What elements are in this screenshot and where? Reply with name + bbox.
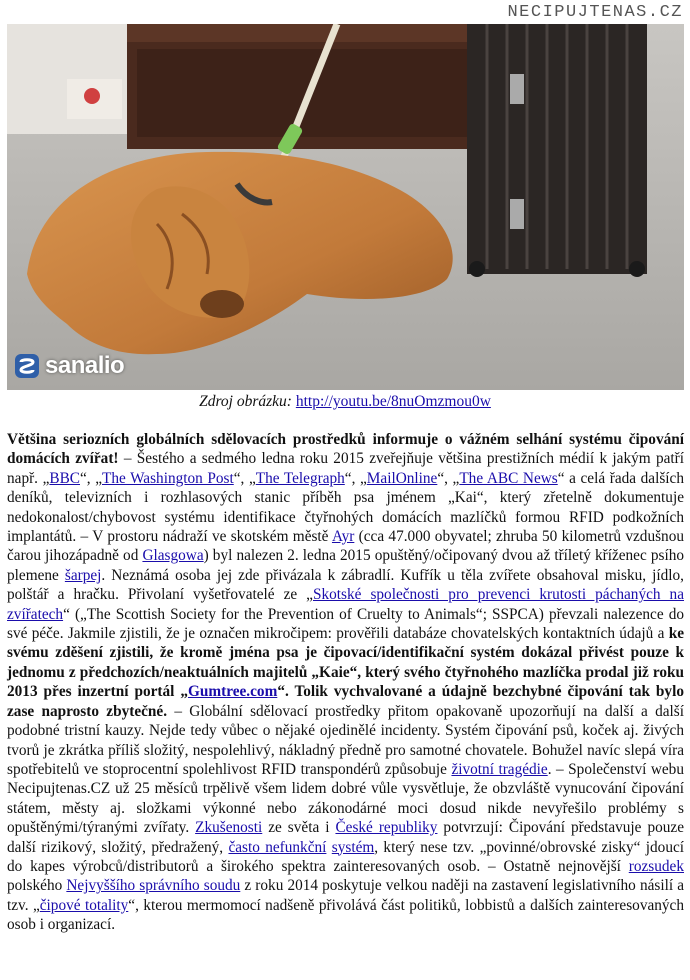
article-text: ) byl nalezen 2. ledna 2015 opuštěný/očipovaný dvou až tříletý kříženec psího plemene: [7, 547, 684, 584]
link-gumtree[interactable]: Gumtree.com: [187, 683, 278, 701]
article-text: “ („The Scottish Society for the Prevention of Cruelty to Animals“; SSPCA) převzali nalezence do své péče. Jakmile zjistili, že je označen mikročipem: prověřili databáze chovatelských kontaktních údajů a: [7, 605, 684, 643]
article-text: – Globální sdělovací prostředky přitom opakovaně upozorňují na další a další podobné tristní kauzy. Nejde tedy vůbec o nějaké ojedinělé incidenty. Systém čipování psů, koček aj. živých tvorů je zkrátka příliš složitý, nespolehlivý, nákladný předně pro samotné chovatele. Bohužel navíc slepá víra spotřebitelů ve stoprocentní spolehlivost RFID transpondérů způsobuje: [7, 702, 684, 778]
article-text: “ a celá řada dalších deníků, televizních i rozhlasových stanic příběh psa jménem „Kai“, který zřetelně dokumentuje nedokonalost/chybovost systému identifikace čtyřnohých domácích mazlíčků formou RFID podkožních implantátů. – V prostoru nádraží ve skotském městě: [7, 469, 684, 546]
article-body: [7, 430, 684, 935]
article-text: “, „: [344, 469, 367, 487]
link-casto-nefunkcni[interactable]: často nefunkční: [228, 838, 327, 856]
article-text: “, „: [437, 469, 460, 487]
article-text: (cca 47.000 obyvatel; zhruba 50 kilometrů vzdušnou čarou jihozápadně od: [7, 528, 685, 565]
caption-prefix: Zdroj obrázku:: [199, 393, 296, 410]
link-system[interactable]: systém: [331, 838, 375, 856]
link-glasgow[interactable]: Glasgowa: [142, 547, 204, 565]
article-text: polského: [7, 877, 67, 895]
link-zkusenosti[interactable]: Zkušenosti: [195, 819, 263, 837]
link-zivotni-tragedie[interactable]: životní tragédie: [451, 760, 548, 778]
article-text: ze světa i: [262, 819, 336, 837]
link-mailonline[interactable]: MailOnline: [366, 469, 438, 487]
article-text: “, kterou mermomocí nadšeně přivolává část politiků, lobbistů a dalších zainteresovaných osob i organizací.: [7, 896, 684, 934]
article-text: potvrzují: Čipování představuje pouze další rizikový, složitý, předražený,: [7, 819, 684, 856]
article-text: . – Společenství webu Necipujtenas.CZ už 25 měsíců trpělivě všem lidem dobré vůle vysvětluje, že obzvláště vynucování čipování státem, městy aj. složkami výkonné nebo zákonodárné moci dosud nikde nevyřešilo problémy s opuštěnými/týranými zvířaty.: [7, 760, 684, 837]
image-caption: [0, 392, 690, 412]
link-sarpej[interactable]: šarpej: [64, 566, 102, 584]
article-bold-text: “. Tolik vychvalované a údajně bezchybné čipování tak bylo zase naprosto zbytečné.: [7, 683, 684, 720]
article-text: – Šestého a sedmého ledna roku 2015 zveřejňuje většina prestižních médií k jakým patří např. „: [7, 450, 684, 487]
link-washington-post[interactable]: The Washington Post: [102, 469, 234, 487]
link-ceske-republiky[interactable]: České republiky: [335, 819, 438, 837]
watermark-text: sanalio: [45, 352, 125, 379]
article-text: , který nese tzv. „povinné/obrovské zisky“ jdoucí do kapes výrobců/distributorů a širokého spektra zainteresovaných osob. – Ostatně nejnovější: [7, 838, 685, 875]
link-cipove-totality[interactable]: čipové totality: [39, 896, 129, 914]
article-bold-text: ke svému zděšení zjistili, že kromě jména psa je čipovací/identifikační systém dokázal přivést pouze k jednomu z předchozích/neaktuálních majitelů „Kaie“, který svého čtyřnohého mazlíčka prodal již roku 2013 přes inzertní portál „: [7, 625, 684, 701]
link-rozsudek[interactable]: rozsudek: [628, 857, 684, 875]
article-text: z roku 2014 poskytuje velkou naději na zastavení legislativního násilí a tzv. „: [7, 877, 684, 914]
article-text: . Neznámá osoba jej zde přivázala k zábradlí. Kufřík u těla zvířete obsahoval misku, jídlo, polštář a hračku. Přivolaní vyšetřovatelé ze „: [7, 566, 684, 604]
link-telegraph[interactable]: The Telegraph: [255, 469, 345, 487]
site-title: NECIPUJTENAS.CZ: [507, 3, 683, 22]
sanalio-logo-icon: [13, 352, 41, 380]
dog-with-suitcase-illustration: [7, 24, 684, 390]
link-sspca[interactable]: Skotské společnosti pro prevenci krutosti páchaných na zvířatech: [7, 586, 684, 623]
article-photo: [7, 24, 684, 390]
photo-watermark: [13, 352, 124, 380]
caption-source-link[interactable]: http://youtu.be/8nuOmzmou0w: [295, 393, 491, 410]
article-lead-bold: Většina seriozních globálních sdělovacích prostředků informuje o vážném selhání systému čipování domácích zvířat!: [7, 431, 684, 468]
link-bbc[interactable]: BBC: [49, 469, 80, 487]
link-nejvyssi-spravni-soud[interactable]: Nejvyššího správního soudu: [66, 877, 241, 895]
article-text: “, „: [233, 469, 256, 487]
article-text: “, „: [80, 469, 102, 487]
link-ayr[interactable]: Ayr: [331, 528, 355, 546]
link-abc-news[interactable]: The ABC News: [459, 469, 558, 487]
